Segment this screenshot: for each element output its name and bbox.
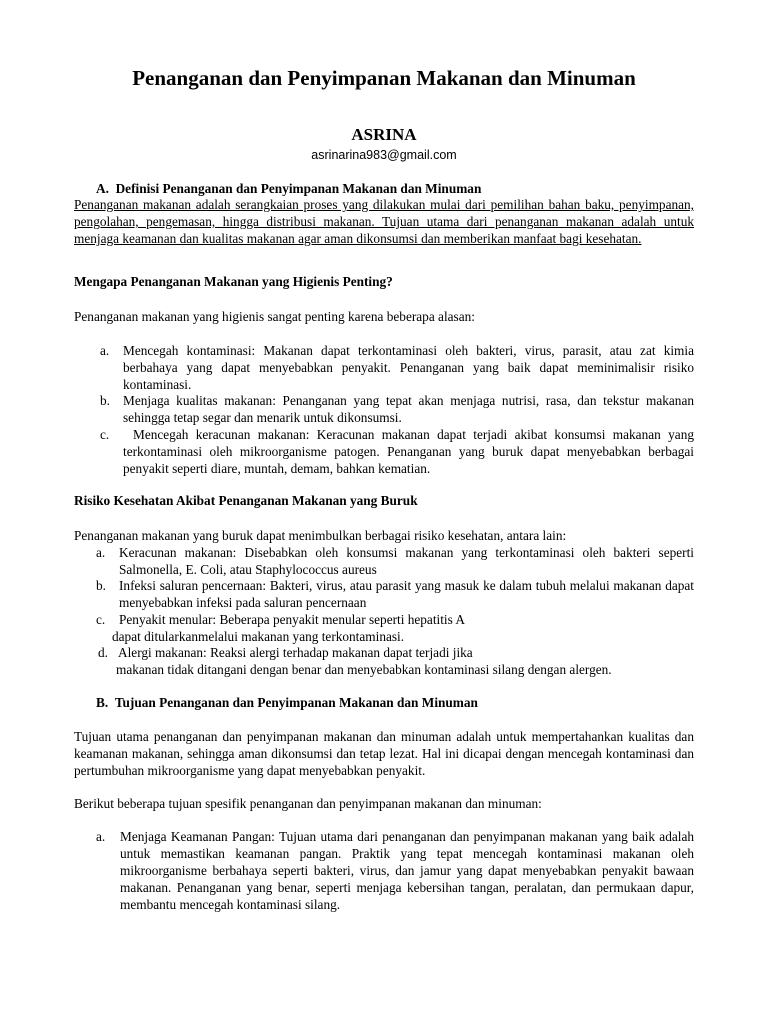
list-item: Alergi makanan: Reaksi alergi terhadap makanan dapat terjadi jika — [118, 645, 473, 660]
list-item: Menjaga kualitas makanan: Penanganan yang tepat akan menjaga nutrisi, rasa, dan tekstur makanan sehingga tetap segar dan menarik untuk dikonsumsi. — [123, 393, 694, 425]
section-b-heading: B. Tujuan Penanganan dan Penyimpanan Makanan dan Minuman — [96, 695, 478, 710]
list-item: Infeksi saluran pencernaan: Bakteri, virus, atau parasit yang masuk ke dalam tubuh melalui makanan dapat menyebabkan infeksi pada saluran pencernaan — [119, 578, 694, 610]
list-item-continuation: dapat ditularkanmelalui makanan yang terkontaminasi. — [112, 629, 405, 644]
list-item: Penyakit menular: Beberapa penyakit menular seperti hepatitis A — [119, 612, 465, 627]
list-item: Mencegah kontaminasi: Makanan dapat terkontaminasi oleh bakteri, virus, parasit, atau zat kimia berbahaya yang dapat menyebabkan penyakit. Penanganan yang baik dapat meminimalisir risiko kontaminasi. — [123, 343, 694, 392]
author-name: ASRINA — [351, 125, 417, 144]
list-marker: a. — [100, 343, 110, 358]
list-item: Mencegah keracunan makanan: Keracunan makanan dapat terjadi akibat konsumsi makanan yang terkontaminasi oleh mikroorganisme patogen. Penanganan yang buruk dapat menyebabkan berbagai penyakit seperti diare, muntah, demam, bahkan kematian. — [123, 427, 694, 476]
list-item: Menjaga Keamanan Pangan: Tujuan utama dari penanganan dan penyimpanan makanan yang baik adalah untuk memastikan keamanan pangan. Praktik yang tepat mencegah kontaminasi makanan oleh mikroorganisme berbahaya seperti bakteri, virus, dan jamur yang dapat menyebabkan penyakit bawaan makanan. Penanganan yang benar, seperti menjaga kebersihan tangan, peralatan, dan permukaan dapur, membantu mencegah kontaminasi silang. — [120, 829, 694, 912]
section-a-paragraph: Penanganan makanan adalah serangkaian proses yang dilakukan mulai dari pemilihan bahan baku, penyimpanan, pengolahan, pengemasan, hingga distribusi makanan. Tujuan utama dari penanganan makanan adalah untuk menjaga keamanan dan kualitas makanan agar aman dikonsumsi dan memberikan manfaat bagi kesehatan. — [74, 197, 694, 246]
list-marker: a. — [96, 829, 106, 844]
document-page — [74, 0, 694, 1024]
list-marker: c. — [100, 427, 110, 442]
list-item: Keracunan makanan: Disebabkan oleh konsumsi makanan yang terkontaminasi oleh bakteri seperti Salmonella, E. Coli, atau Staphylococcus aureus — [119, 545, 694, 577]
risks-heading: Risiko Kesehatan Akibat Penanganan Makanan yang Buruk — [74, 493, 418, 508]
risks-intro: Penanganan makanan yang buruk dapat menimbulkan berbagai risiko kesehatan, antara lain: — [74, 528, 567, 543]
section-b-paragraph-2: Berikut beberapa tujuan spesifik penanganan dan penyimpanan makanan dan minuman: — [74, 796, 542, 811]
hygiene-intro: Penanganan makanan yang higienis sangat penting karena beberapa alasan: — [74, 309, 475, 324]
section-b-paragraph-1: Tujuan utama penanganan dan penyimpanan makanan dan minuman adalah untuk mempertahankan kualitas dan keamanan makanan, sehingga aman dikonsumsi dan tetap lezat. Hal ini dicapai dengan mencegah kontaminasi dan pertumbuhan mikroorganisme yang dapat menyebabkan penyakit. — [74, 729, 694, 778]
list-marker: c. — [96, 612, 106, 627]
author-email: asrinarina983@gmail.com — [311, 148, 457, 162]
list-marker: d. — [98, 645, 108, 660]
section-a-heading: A. Definisi Penanganan dan Penyimpanan Makanan dan Minuman — [96, 181, 482, 196]
list-marker: b. — [96, 578, 106, 593]
list-marker: b. — [100, 393, 110, 408]
list-item-continuation: makanan tidak ditangani dengan benar dan menyebabkan kontaminasi silang dengan alergen. — [116, 662, 612, 677]
list-marker: a. — [96, 545, 106, 560]
document-title: Penanganan dan Penyimpanan Makanan dan Minuman — [132, 66, 636, 90]
hygiene-heading: Mengapa Penanganan Makanan yang Higienis Penting? — [74, 274, 393, 289]
